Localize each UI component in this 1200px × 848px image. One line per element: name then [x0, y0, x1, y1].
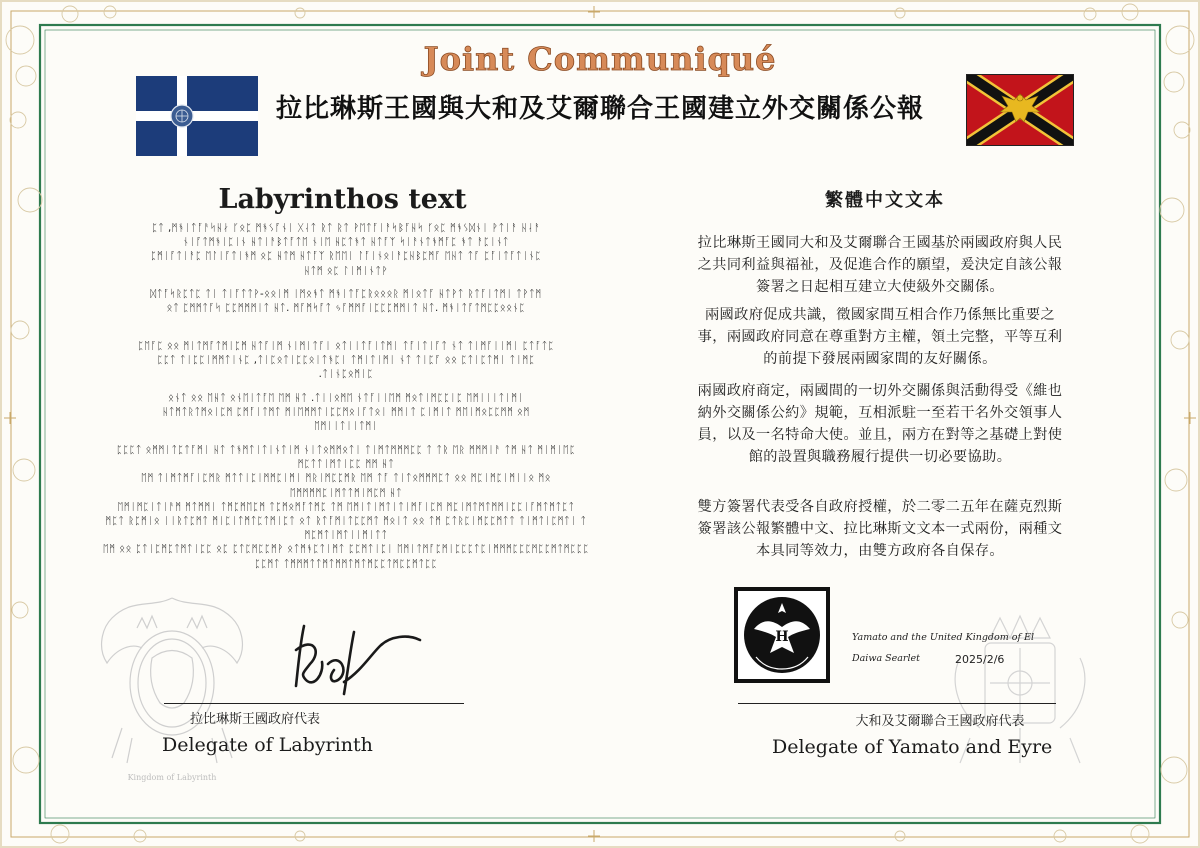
right-signature-line: [738, 703, 1056, 704]
chinese-paragraph-1: 拉比琳斯王國同大和及艾爾聯合王國基於兩國政府與人民 之共同利益與福祉，及促進合作的願望，爰決定自該公報 簽署之日起相互建立大使級外交關係。: [697, 235, 1063, 295]
yamato-kingdom-line: Yamato and the United Kingdom of El: [852, 632, 1034, 643]
left-delegate-zh: 拉比琳斯王國政府代表: [189, 712, 320, 727]
seal-caption: Kingdom of Labyrinth: [127, 773, 217, 782]
labyrinthos-paragraph-4: ᛟᚾᛏ ᛟᛟ ᛖᚺᛏ ᛟᚾᛖᛁᛏᚪᛖ ᛖᛗ ᚺᛏ .ᛏᛁᛁᛟᛗᛖ ᚾᛏᚪᛁᛁᛖᛗ ᛗᛟᛏᛁᛗᛈᛈᛁᛈ ᛖᛗᛁᛁᛁᛏᛁᛗᛁ ᚺᛏᛗᛏᚱᛏᛗᛟᛁᛈᛗ ᛈᛗᚪᛁᛏᛗᛏ ᛗᛁᛖᛗᛗᛏᛁᛈᛈᛗᛟᛁᚪᛏᛟᛁ ᛗᛗᛁᛏ ᛈᛁᛗᛁᛏ ᛗᛖᛁᛗᛟᛈᛈᛗᛗ ᛟᛗ ᛖᛗᛁᛁᛏᛁᛁᛏᛗᛁ: [162, 393, 530, 433]
labyrinth-flag: [136, 76, 258, 156]
labyrinth-royal-seal: [92, 588, 252, 788]
labyrinthos-paragraph-2: ᛞᛏᚪᛋᚱᛈᛏᛈ ᛏᛁ ᛏᛁᚪᛏᛏᚹ-ᛟᛟᛁᛗ ᛁᛗᛟᚬᛏ ᛗᚬᛁᛏᚪᛈᚱᛟᛟᛟᚱ ᛗᛁᛟᛏᚪ ᚺᛏᚹᛏ ᚱᛏᚪᛁᛏᛗᛁ ᛏᚹᛏᛗ ᛟᛏ ᛈᛗᛗᛏᚪᛋ ᛈᛈᛗᛗᛗᛁᛏ ᚺᛏ. ᛗᚪᛗᛋᚪᛏ ᛃᚪᛗᛗᚪᛁᛈᛈᛈᛗᛗᛁᛏ ᚺᛏ. ᛗᚬᛁᛏᚪᛏᛗᛈᛈᛟᛟᚾᛈ: [150, 289, 542, 315]
labyrinthos-paragraph-3: ᛈᛖᚪᛈ ᛟᛟ ᛗᛁᛏᛗᚪᛏᛗᛁᛈᛗ ᚺᛏᚪᛁᛗ ᚾᛁᛗᛁᛏᚪᛁ ᛟᛏᛁᛁᛏᚪᛁᛏᛗᛁ ᛏᚪᛁᛏᛁᚪᛏ ᚾᛏ ᛏᛁᛗᚪᛁᛁᛗᛁ ᛈᛏᚪᛏᛈ ᛈᛈᛏ ᛏᛁᛈᛈᛁᛗᛗᛏᛁᚾᛈ ,ᛏᛁᛈᛟᛏᛁᛈᛈᛟᛁᛏᚬᛈᛁ ᛏᛗᛁᛏᛁᛗᛁ ᚾᛏ ᛏᛁᛈᚪ ᛟᛟ ᛈᛏᛁᛈᛏᛗᛁ ᛏᛁᛗᛈ .ᛏᛁᚾᛈᛟᛗᛁᛈ: [137, 341, 555, 381]
document-subtitle: 拉比琳斯王國與大和及艾爾聯合王國建立外交關係公報: [275, 94, 924, 124]
labyrinthos-paragraph-5: ᛈᛈᛈᛏ ᛟᛗᛗᛁᛏᛈᛏᚪᛗᛁ ᚺᛏ ᛏᚬᛗᛏᛁᛏᛁᚾᛏᛁᛗ ᚾᛁᛏᛟᛗᛗᛟᛏᛁ ᛏᛁᛗᛏᛗᛗᛗᛈᛈ ᛏ ᛏᚱ ᛖᚱ ᛗᛗᛗᛁᚨ ᛏᛗ ᚺᛏ ᛗᛁᛗᛁᛖᛈ ᛗᛈᛏᛏᛁᛗᛏᛁᛈᛈ ᛗᛗ ᚺᛏ ᛖᛗ ᛏᛁᛗᛏᛗᚪᛁᛈᛗᚱ ᛗᛏᛏᛁᛈᛁᛗᛗᛈᛁᛗᛁ ᛗᚱᛁᛗᛈᛈᛗᚱ ᛖᛗ ᛏᚪ ᛏᛁᛏᛟᛗᛗᛗᛈᛏ ᛟᛟ ᛗᛈᛁᛗᛈᛁᛗᛁᛁᛟ ᛗᛟ ᛖᛗᛗᛗᛗᛈᛁᛗᛏᛏᛗᛁᛗᛈᛗ ᚺᛏ ᛖᛗᛁᛗᛈᛁᛏᛁᚨᛗ ᛗᛏᛗᛗᛁ ᛏᛗᛈᛗᛖᛈᛗ ᛏᛈᛗᛟᛗᚪᛏᛗᛈ ᛏᛗ ᛖᛗᛁᛏᛁᛗᛏᛁᛏᛁᛗᚪᛁᛈᛗ ᛗᛈᛁᛗᛏᛗᛏᛗᛗᛁᛈᛈᛁᚪᛗᛏᛗᛏᛈᛏ ᛗᛈᛏ ᚱᛈᛗᛁᛟ ᛁᛁᚱᛏᛈᛗᛏ ᛗᛁᛈᛁᛏᛗᛏᛈᛏᛗᛁᛈᛏ ᛟᛏ ᚱᛏᚪᛗᛁᛏᛈᛈᛗᛏ ᛗᛟᛁᛏ ᛟᛟ ᛏᛗ ᛈᛏᚱᛈᛁᛗᛈᛈᛗᛏᛏ ᛏᛁᛗᛏᛁᛈᛗᛏᛁ ᛏ ᛗᛈᛗᛏᛁᛗᛏᛁᛁᛗᛁᛏᛏ ᛖᛗ ᛟᛟ ᛈᛏᛁᛈᛗᛈᛏᛗᛏᛁᛈᛈ ᛟᛈ ᛈᛏᛈᛗᛈᛈᛗᚹ ᛟᛏᛗᚬᛈᛏᛁᛗᛏ ᛈᛈᛗᛏᛁᛈᛁ ᛖᛗᛁᛏᛗᚪᛈᛗᛁᛈᛈᛈᛏᛈᛁᛗᛗᛗᛈᛈᛈᛗᛈᛈᛗᛏᛗᛈᛈᛈ ᛈᛈᛗᛏ ᛏᛗᛗᛗᛏᛏᛗᛏᛗᛗᛏᛗᛏᛗᛈᛈᛏᛗᛈᛈᛗᛏᛈᛈ: [102, 445, 590, 570]
document-title: Joint Communiqué: [423, 40, 777, 78]
yamato-official-stamp: [734, 587, 830, 683]
labyrinthos-paragraph-1: ᛈᛏ ,ᛗᚬᛁᛏᚪᚨᛋᚺᛅ ᚴᛟᛈ ᛗᚬᛊᚪᚾᛁ ᚷᛆᛏ ᚱᛏ ᚱᛏ ᚹᛖᛏᚪᛁᚨᛋᛒᚪᚺᛋ ᚴᛟᛈ ᛗᚬᛊᛞᚾᛁ ᚹᛏᛁᚨ ᚺᛆᚨ ᚾᛁᚪᛏᛗᚬᛁᛈᛁᚾ ᚺᛏᛁᚨᛒᛏᚪᛏᛖ ᚾᛁᛖ ᚺᛈᛏᚬᛏ ᚺᛏᚪᛉ ᛋᛁᚨᚾᛏᚬᛗᚪᛈ ᚬᛏ ᚨᛈᛁᚾᛏ ᛈᛗᛁᚪᛏᛁᚨᛈ ᛖᛚᛁᚪᛏᛁᚬᛗ ᛟᛈ ᚺᛏᛗ ᚺᛏᚪᛉ ᚱᛖᛖᛁ ᛚᚪᛁᚾᛟᛁᚨᛈᚺᛒᛈᛗᚪ ᛖᚺᛏ ᛏᚪ ᛈᚪᛁᛏᚪᛏᛁᚾᛈ ᚺᛏᛗ ᛟᛈ ᛚᛁᛗᛁᚾᛏᚹ: [150, 223, 542, 277]
chinese-paragraph-3: 兩國政府商定，兩國間的一切外交關係與活動得受《維也 納外交關係公約》規範，互相派駐一至若干名外交領事人 員，以及一名特命大使。並且，兩方在對等之基礎上對使 館的設置與職務履行提供一切必要協助。: [697, 383, 1063, 465]
chinese-heading: 繁體中文文本: [825, 190, 945, 211]
stamp-letter: H: [775, 629, 789, 645]
right-delegate-en: Delegate of Yamato and Eyre: [772, 736, 1053, 758]
chinese-paragraph-4: 雙方簽署代表受各自政府授權，於二零二五年在薩克烈斯 簽署該公報繁體中文、拉比琳斯文文本一式兩份，兩種文 本具同等效力，由雙方政府各自保存。: [697, 499, 1063, 559]
left-signature-line: [164, 703, 464, 704]
labyrinthos-heading: Labyrinthos text: [218, 184, 467, 215]
yamato-signer: Daiwa Searlet: [852, 653, 920, 664]
signing-date: 2025/2/6: [955, 653, 1005, 666]
chinese-paragraph-2: 兩國政府促成共識，徵國家間互相合作乃係無比重要之 事，兩國政府同意在尊重對方主權，領土完整，平等互利 的前提下發展兩國家間的友好關係。: [697, 307, 1063, 367]
labyrinth-signature: [280, 612, 430, 702]
right-delegate-zh: 大和及艾爾聯合王國政府代表: [855, 714, 1025, 729]
left-delegate-en: Delegate of Labyrinth: [162, 734, 373, 756]
yamato-eyre-flag: [966, 74, 1074, 146]
